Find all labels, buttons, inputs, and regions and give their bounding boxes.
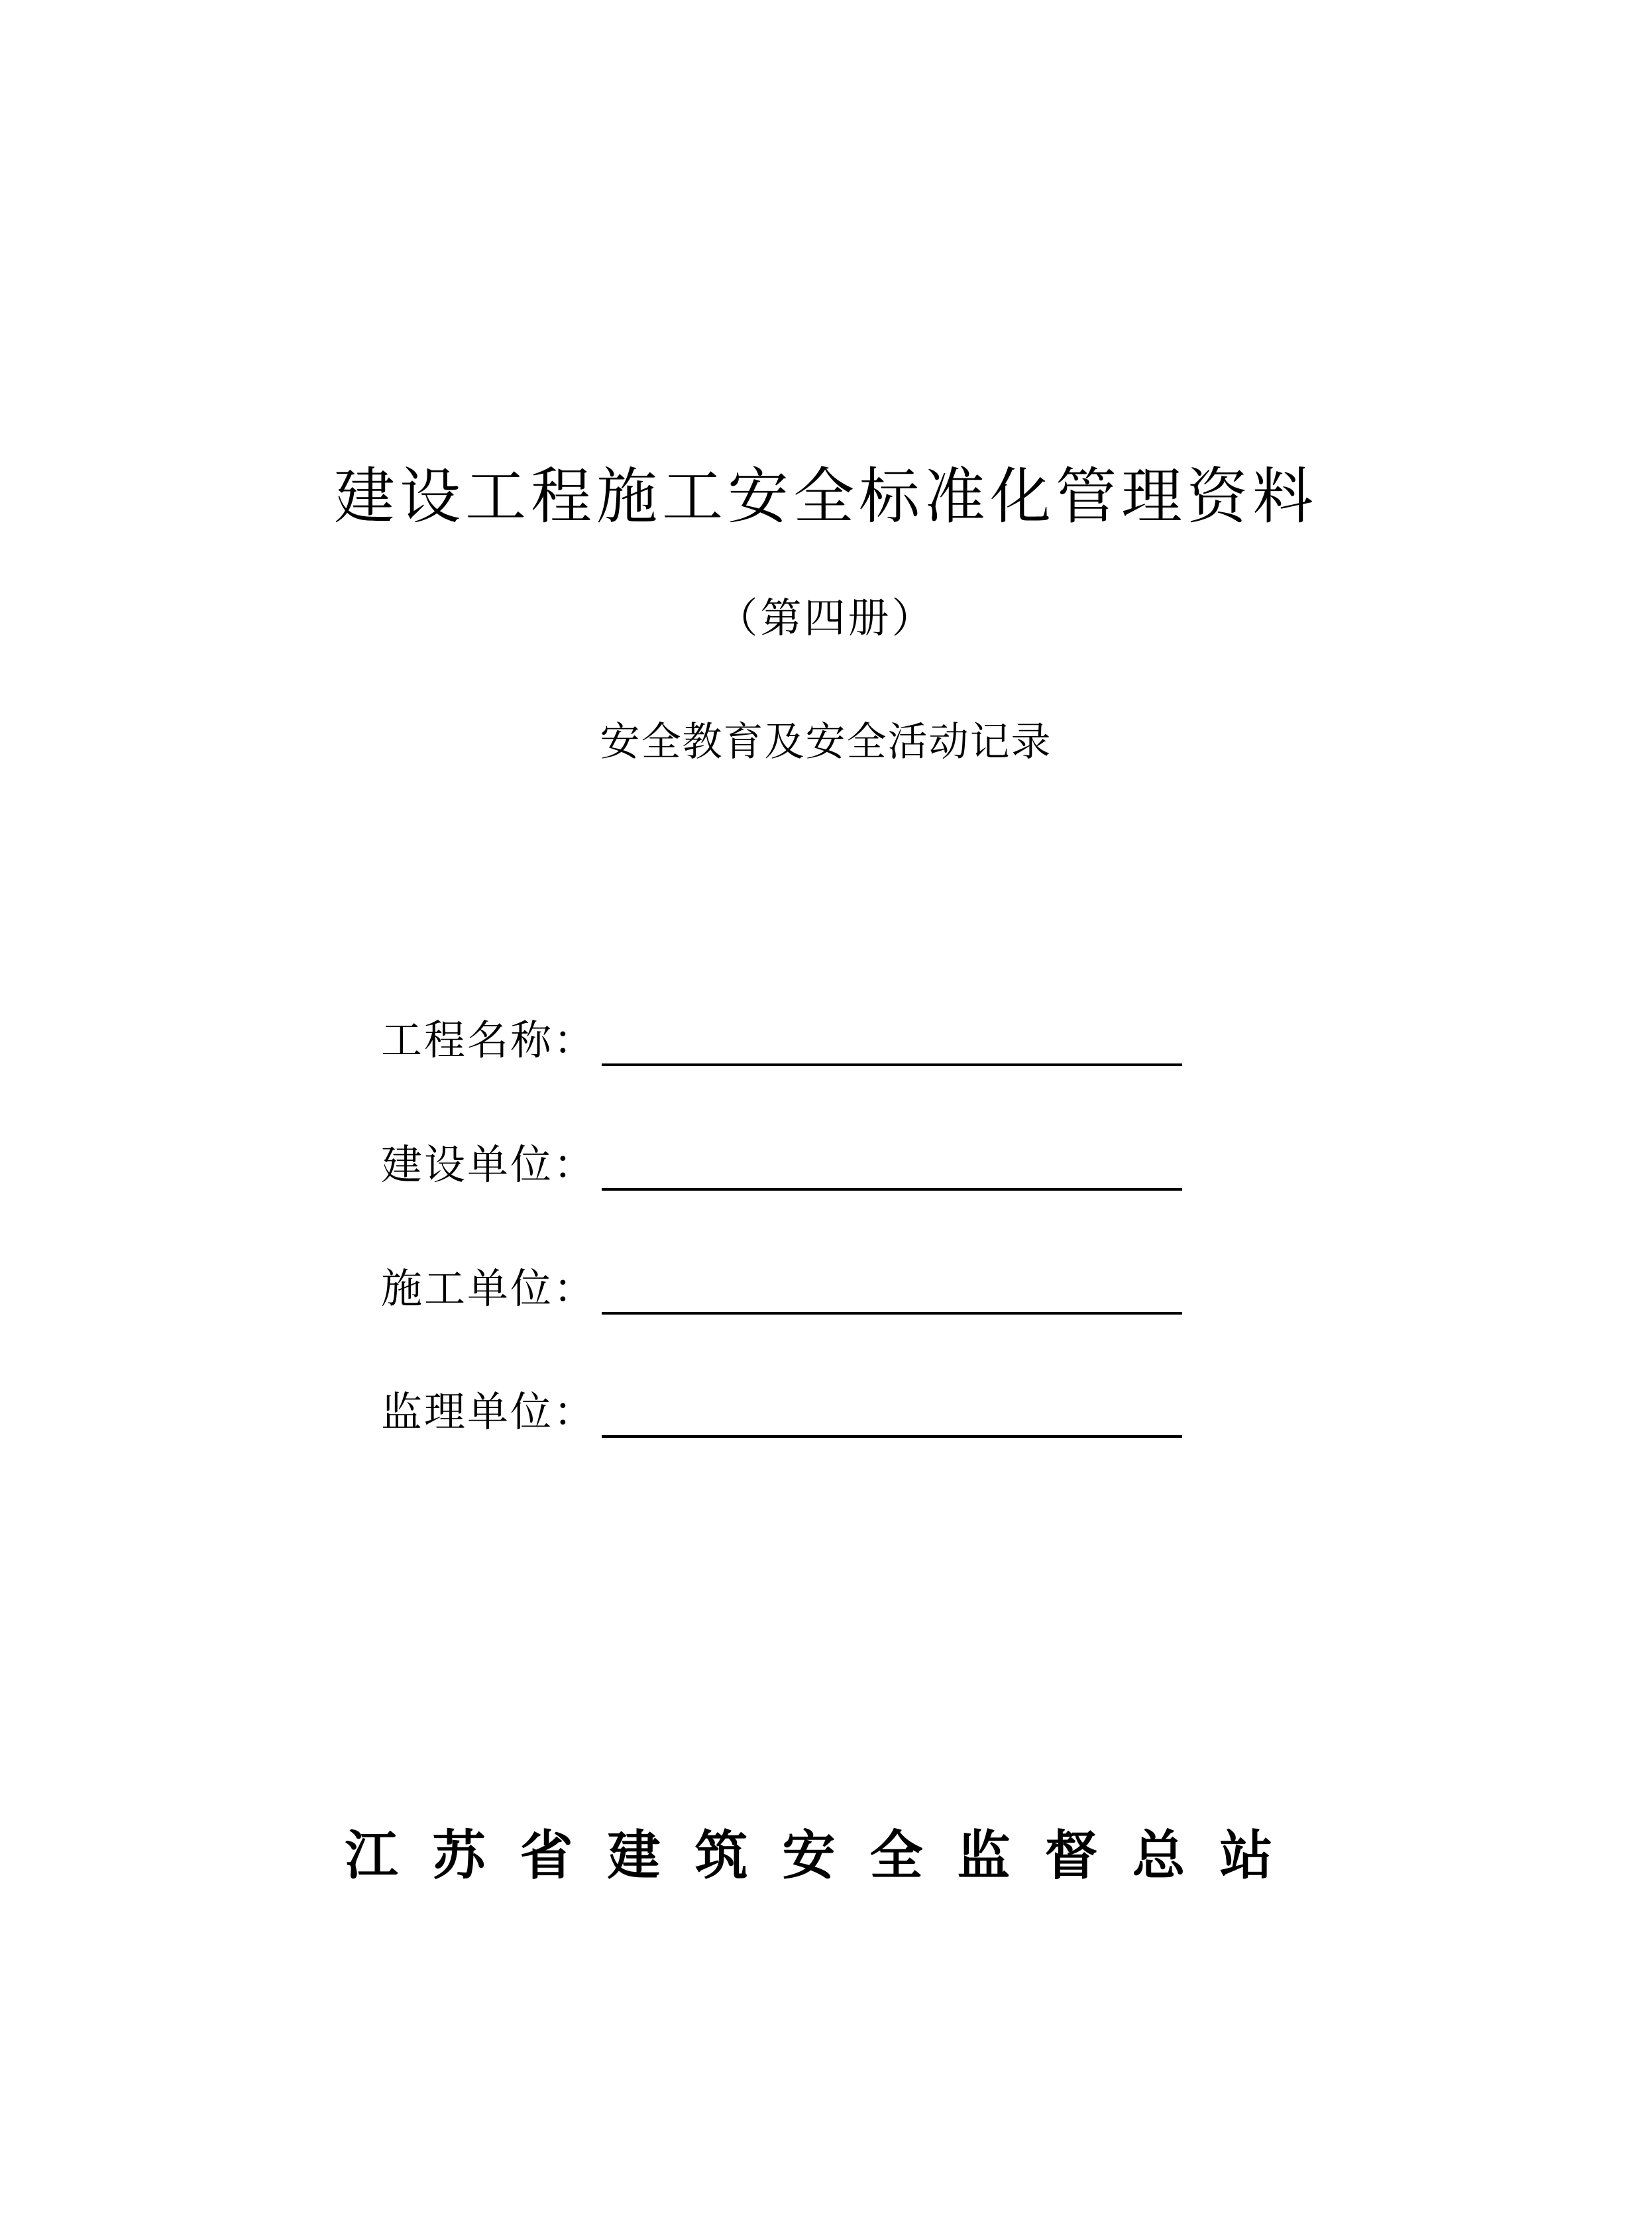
contractor-unit-blank-line[interactable]	[602, 1312, 1182, 1315]
field-contractor-unit	[381, 1259, 1189, 1319]
field-label-supervision-unit: 监理单位：	[381, 1387, 597, 1436]
field-label-project-name: 工程名称：	[381, 1016, 597, 1064]
field-label-construction-unit: 建设单位：	[381, 1140, 597, 1189]
issuing-organization: 江苏省建筑安全监督总站	[345, 1824, 1307, 1886]
field-label-contractor-unit: 施工单位：	[381, 1264, 597, 1313]
construction-unit-blank-line[interactable]	[602, 1188, 1182, 1191]
project-name-blank-line[interactable]	[602, 1063, 1182, 1066]
document-subtitle: 安全教育及安全活动记录	[600, 719, 1052, 765]
field-project-name	[381, 1010, 1189, 1070]
document-title: 建设工程施工安全标准化管理资料	[333, 461, 1318, 532]
volume-number: （第四册）	[716, 594, 936, 642]
supervision-unit-blank-line[interactable]	[602, 1435, 1182, 1438]
field-supervision-unit	[381, 1382, 1189, 1442]
field-construction-unit	[381, 1135, 1189, 1195]
